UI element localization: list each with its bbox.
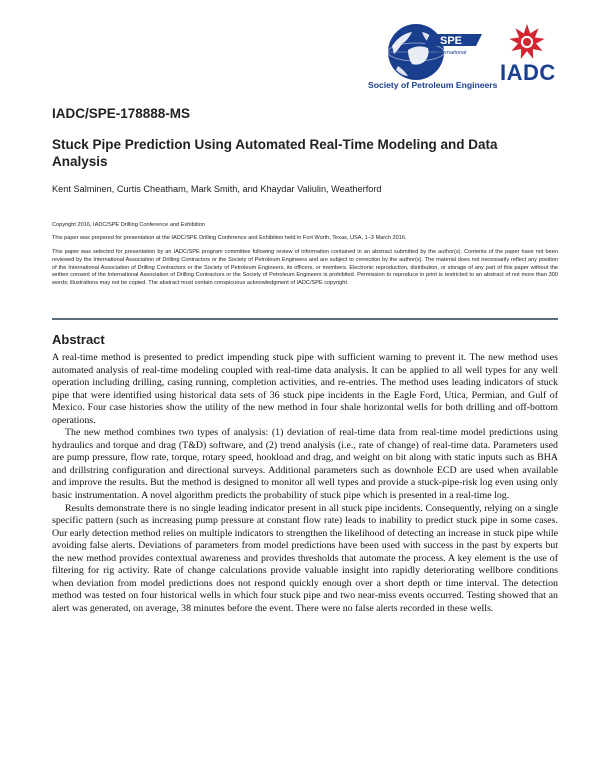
iadc-logo-text: IADC	[500, 60, 556, 85]
spe-logo-text: SPE	[440, 35, 463, 47]
copyright-notice: Copyright 2016, IADC/SPE Drilling Conference and Exhibition	[52, 222, 205, 228]
paper-title: Stuck Pipe Prediction Using Automated Real-Time Modeling and Data Analysis	[52, 137, 498, 169]
abstract-paragraph: Results demonstrate there is no single leading indicator present in all stuck pipe incidents. Consequently, relying on a single specific pattern (such as increasing pump pressure at constant flow rate) leads to inability to predict stuck pipe in some cases. Our early detection method relies on multiple indicators to strengthen the likelihood of detecting an increase in stuck pipe while avoiding false alerts. Deviations of parameters from model predictions have been used with success in the past by experts but the new method provides contextual awareness and provides thresholds that automate the process. A key element is the use of filtering for rig activity. Rate of change calculations provide valuable insight into rapidly deteriorating wellbore conditions when deviation from model predictions does not respond quickly enough over a short depth or time interval. The detection method was tested on four historical wells in which four stuck pipe and two near-miss events occurred. Testing showed that an alert was generated, on average, 38 minutes before the event. There were no false alerts recorded in these wells.	[52, 502, 558, 614]
abstract-paragraph: The new method combines two types of analysis: (1) deviation of real-time data from real-time model predictions using hydraulics and torque and drag (T&D) software, and (2) trend analysis (i.e., rate of change) of real-time data. Parameters used are pump pressure, flow rate, torque, rotary speed, hookload and drag, and weight on bit along with static inputs such as BHA and drillstring configuration and directional surveys. Additional parameters such as downhole ECD are used when available and improve the results. But the method is designed to monitor all well types and provide a stuck-pipe-risk log even using only basic instrumentation. A novel algorithm predicts the probability of stuck pipe which is presented in a real-time log.	[52, 427, 558, 502]
paper-id: IADC/SPE-178888-MS	[52, 106, 191, 121]
spe-caption: Society of Petroleum Engineers	[368, 80, 498, 90]
authors: Kent Salminen, Curtis Cheatham, Mark Smith, and Khaydar Valiulin, Weatherford	[52, 184, 382, 194]
iadc-burst-icon	[509, 24, 546, 60]
spe-logo-subtext: International	[436, 50, 467, 56]
presentation-notice: This paper was prepared for presentation at the IADC/SPE Drilling Conference and Exhibition held in Fort Worth, Texas, USA, 1–3 March 2016.	[52, 235, 407, 241]
section-divider	[52, 318, 558, 320]
review-notice: This paper was selected for presentation by an IADC/SPE program committee following review of information contained in an abstract submitted by the author(s). Contents of the paper have not been reviewed by the International Association of Drilling Contractors or the Society of Petroleum Engineers and are subject to correction by the author(s). The material does not necessarily reflect any position of the International Association of Drilling Contractors or the Society of Petroleum Engineers, its officers, or members. Electronic reproduction, distribution, or storage of any part of this paper without the written consent of the International Association of Drilling Contractors or the Society of Petroleum Engineers is prohibited. Permission to reproduce in print is restricted to an abstract of not more than 300 words; illustrations may not be copied. The abstract must contain conspicuous acknowledgment of IADC/SPE copyright.	[52, 249, 558, 287]
abstract-body	[52, 352, 558, 615]
abstract-paragraph: A real-time method is presented to predict impending stuck pipe with sufficient warning to prevent it. The new method uses automated analysis of real-time modeling coupled with real-time data analysis. It can be applied to all well types for any well operation including drilling, casing running, completion activities, and re-entries. The method uses leading indicators of stuck pipe that were identified using historical data sets of 36 stuck pipe incidents in the Eagle Ford, Utica, Permian, and Gulf of Mexico. Four case histories show the utility of the new method in four shale horizontal wells for both drilling and off-bottom operations.	[52, 352, 558, 426]
abstract-heading: Abstract	[52, 332, 105, 347]
